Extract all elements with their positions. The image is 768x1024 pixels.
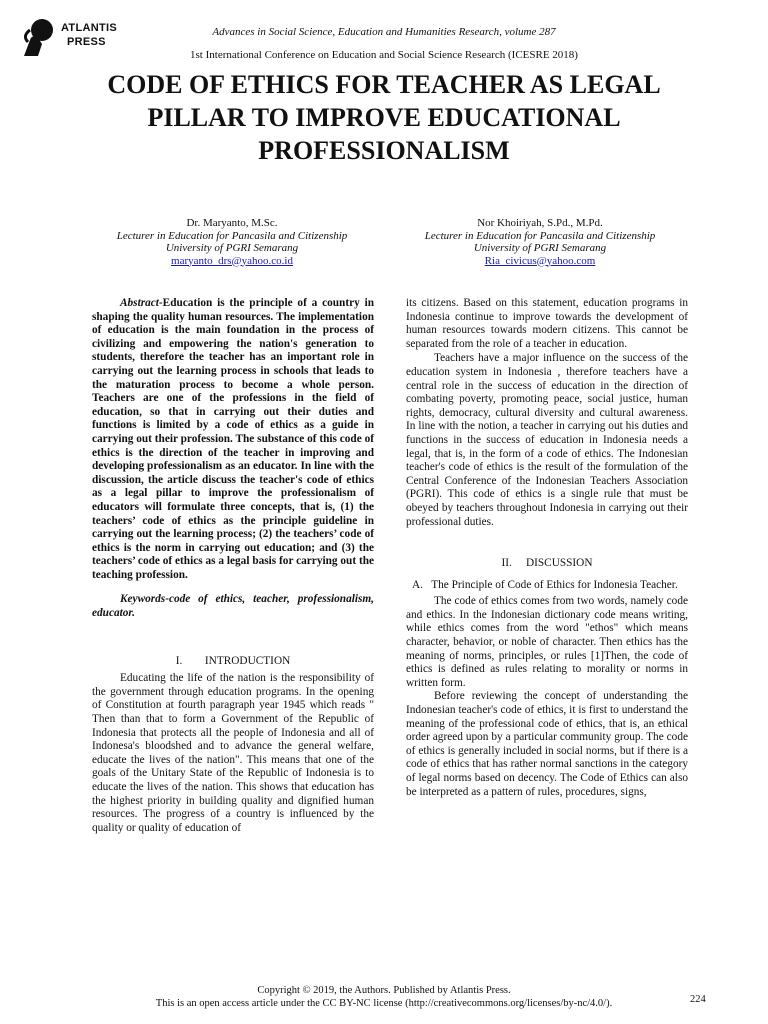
right-column — [406, 297, 688, 799]
copyright-line: Copyright © 2019, the Authors. Published by Atlantis Press. — [257, 985, 511, 996]
conference-header: 1st International Conference on Education and Social Science Research (ICESRE 2018) — [190, 49, 578, 61]
publisher-name-line1: ATLANTIS — [61, 22, 117, 34]
author-name: Nor Khoiriyah, S.Pd., M.Pd. — [477, 217, 603, 229]
paper-title: CODE OF ETHICS FOR TEACHER AS LEGAL PILLAR TO IMPROVE EDUCATIONAL PROFESSIONALISM — [107, 70, 661, 165]
license-line: This is an open access article under the CC BY-NC license (http://creativecommons.org/licenses/by-nc/4.0/). — [155, 998, 613, 1009]
section-heading-discussion: II. DISCUSSION — [501, 557, 593, 570]
section-heading-introduction: I. INTRODUCTION — [175, 654, 291, 667]
body-paragraph: its citizens. Based on this statement, education programs in Indonesia continue to improve towards the development of human resources towards modern citizens. This cannot be separated from the role of a teacher in education. — [406, 297, 688, 350]
body-paragraph: Teachers have a major influence on the success of the education system in Indonesia , therefore teachers have a central role in the success of education in the direction of combating poverty, promoting peace, social justice, human rights, democracy, cultural diversity and cultural awareness. In line with the notion, a teacher in carrying out his duties and functions in the success of education in Indonesia needs a legal, that is, in the form of a code of ethics. The Indonesian teacher's code of ethics is the result of the formulation of the Central Conference of the Indonesian Teachers Association (PGRI). This code of ethics is a single rule that must be obeyed by teachers throughout Indonesia in carrying out their professional duties. — [406, 352, 688, 528]
author-name: Dr. Maryanto, M.Sc. — [186, 217, 278, 229]
body-paragraph: Before reviewing the concept of understanding the Indonesian teacher's code of ethics, it is first to understand the meaning of the professional code of ethics, that is, an ethical order agreed upon by a particular community group. The code of ethics is generally included in social norms, but if there is a code of ethics that has rather normal sanctions in the category of legal norms based on decency. The Code of Ethics can also be interpreted as a pattern of rules, procedures, signs, — [406, 690, 688, 798]
subsection-heading: A. The Principle of Code of Ethics for Indonesia Teacher. — [412, 578, 678, 591]
keywords: Keywords-code of ethics, teacher, professionalism, educator. — [92, 593, 374, 620]
series-header: Advances in Social Science, Education and Humanities Research, volume 287 — [212, 26, 556, 38]
left-column — [92, 297, 374, 835]
author-email-link[interactable]: Ria_civicus@yahoo.com — [484, 254, 596, 267]
body-paragraph: The code of ethics comes from two words, namely code and ethics. In the Indonesian dictionary code means writing, while ethics comes from the word "ethos" which means character, behavior, or noble of character. Then ethics has the meaning of norms, principles, or rules [1]Then, the code of ethics is defined as rules relating to morality or norms in written form. — [406, 595, 688, 689]
author-affiliation: Lecturer in Education for Pancasila and Citizenship — [424, 229, 656, 242]
abstract-label: Abstract — [120, 297, 159, 309]
license-footer — [0, 984, 768, 1010]
abstract-text: -Education is the principle of a country in shaping the quality human resources. The implementation of education is the main foundation in the process of civilizing and empowering the nation's generation to students, therefore the teacher has an important role in carrying out the learning process in schools that leads to the maturation process to become a whole person. Teachers are one of the professions in the field of education, so that in carrying out their duties and functions is limited by a code of ethics as a guide in carrying out their profession. The substance of this code of ethics is the direction of the teacher in improving and developing professionalism as an educator. In line with the discussion, the article discuss the teacher's code of ethics as a legal pillar to improve the professionalism of educators will formulate three concepts, that is, (1) the teachers’ code of ethics as the principle guideline in carrying out the learning process; (2) the teachers’ code of ethics is the norm in carrying out education; and (3) the teachers’ code of ethics as a legal basis for carrying out the teaching profession. — [92, 297, 374, 581]
introduction-paragraph: Educating the life of the nation is the responsibility of the government through education programs. In the opening of Constitution at fourth paragraph year 1945 which reads " Then than that to form a Government of the Republic of Indonesia that protects all the people of Indonesia and all of Indonesa's bloodshed and to advance the general welfare, educate the lives of the nation". This means that one of the goals of the Unitary State of the Republic of Indonesia is to educate the lives of the nation. This shows that education has the highest priority in building quality and dignified human resources. The progress of a country is influenced by the quality or quality of education of — [92, 672, 374, 834]
publisher-name-line2: PRESS — [67, 36, 106, 48]
author-university: University of PGRI Semarang — [165, 242, 299, 254]
author-affiliation: Lecturer in Education for Pancasila and Citizenship — [116, 229, 348, 242]
author-block-2 — [390, 217, 690, 267]
author-university: University of PGRI Semarang — [473, 242, 607, 254]
author-block-1 — [82, 217, 382, 267]
abstract — [92, 297, 374, 582]
page-number: 224 — [690, 994, 706, 1005]
author-email-link[interactable]: maryanto_drs@yahoo.co.id — [171, 254, 293, 267]
